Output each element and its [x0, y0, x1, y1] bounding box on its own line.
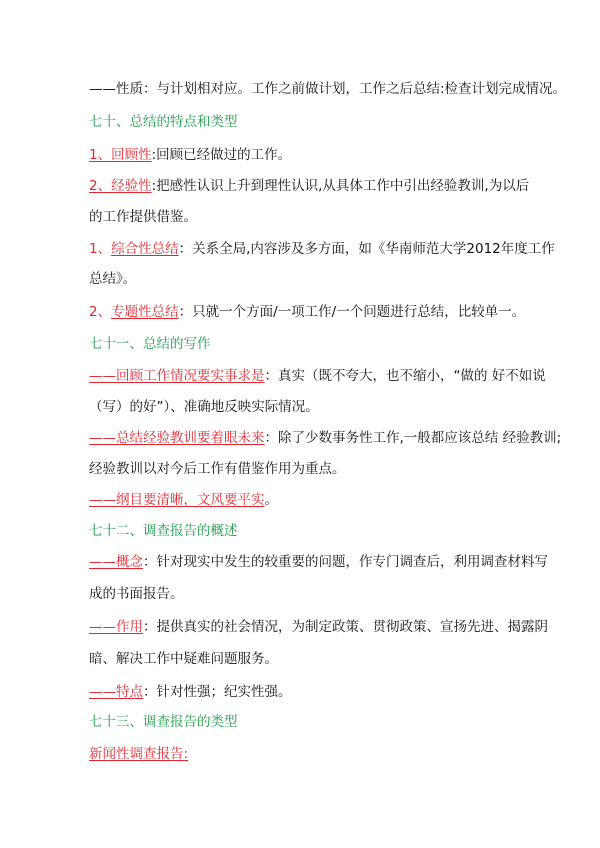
- line-7: [89, 270, 136, 288]
- line-text: （写）的好”）、准确地反映实际情况。: [89, 399, 319, 415]
- item-prefix: 2、: [89, 304, 112, 320]
- term-label: 专题性总结: [111, 304, 179, 320]
- line-text: 。: [264, 492, 278, 508]
- heading-text: 七十三、调查报告的类型: [89, 714, 238, 730]
- line-19: [89, 650, 278, 668]
- line-text: ：关系全局,内容涉及多方面，如《华南师范大学2012年度工作: [178, 241, 555, 257]
- line-text: ：提供真实的社会情况，为制定政策、贯彻政策、宣扬先进、揭露阴: [143, 619, 548, 635]
- line-16: [89, 553, 548, 571]
- line-text: ：只就一个方面/一项工作/一个问题进行总结，比较单一。: [178, 304, 526, 320]
- section-heading-73: [89, 713, 238, 731]
- line-1: [89, 80, 566, 98]
- item-prefix: 1、: [89, 241, 112, 257]
- term-label: 1、回顾性: [89, 147, 152, 163]
- line-10: [89, 367, 546, 385]
- line-text: ——性质：与计划相对应。工作之前做计划，工作之后总结:检查计划完成情况。: [89, 81, 567, 97]
- section-heading-70: [89, 113, 238, 131]
- term-label: ——总结经验教训要着眼未来: [89, 430, 265, 446]
- term-label: 综合性总结: [111, 241, 179, 257]
- heading-text: 七十二、调查报告的概述: [89, 523, 238, 539]
- section-heading-71: [89, 335, 211, 353]
- section-heading-72: [89, 522, 238, 540]
- line-8: [89, 303, 525, 321]
- line-22: [89, 745, 188, 763]
- line-text: :把感性认识上升到理性认识,从具体工作中引出经验教训,为以后: [151, 178, 530, 194]
- heading-text: 七十一、总结的写作: [89, 336, 211, 352]
- term-label: 2、经验性: [89, 178, 152, 194]
- term-label: 新闻性调查报告:: [89, 746, 189, 762]
- line-3: [89, 146, 291, 164]
- line-11: [89, 398, 319, 416]
- line-14: [89, 491, 278, 509]
- line-text: ：针对性强；纪实性强。: [143, 684, 292, 700]
- line-4: [89, 177, 529, 195]
- line-17: [89, 585, 184, 603]
- line-text: 经验教训以对今后工作有借鉴作用为重点。: [89, 461, 346, 477]
- line-20: [89, 683, 292, 701]
- line-text: ：真实（既不夸大，也不缩小，“做的 好不如说: [264, 368, 546, 384]
- line-text: :回顾已经做过的工作。: [151, 147, 292, 163]
- line-18: [89, 618, 548, 636]
- term-label: ——概念: [89, 554, 143, 570]
- line-text: 的工作提供借鉴。: [89, 209, 197, 225]
- term-label: ——作用: [89, 619, 143, 635]
- line-5: [89, 208, 197, 226]
- term-label: ——回顾工作情况要实事求是: [89, 368, 265, 384]
- line-text: 暗、解决工作中疑难问题服务。: [89, 651, 278, 667]
- line-text: 总结》。: [89, 271, 137, 287]
- line-12: [89, 429, 561, 447]
- term-label: ——纲目要清晰，文风要平实: [89, 492, 265, 508]
- line-text: ：除了少数事务性工作,一般都应该总结 经验教训;: [264, 430, 562, 446]
- line-6: [89, 240, 555, 258]
- line-13: [89, 460, 346, 478]
- term-label: ——特点: [89, 684, 143, 700]
- line-text: 成的书面报告。: [89, 586, 184, 602]
- line-text: ：针对现实中发生的较重要的问题，作专门调查后，利用调查材料写: [143, 554, 548, 570]
- heading-text: 七十、总结的特点和类型: [89, 114, 238, 130]
